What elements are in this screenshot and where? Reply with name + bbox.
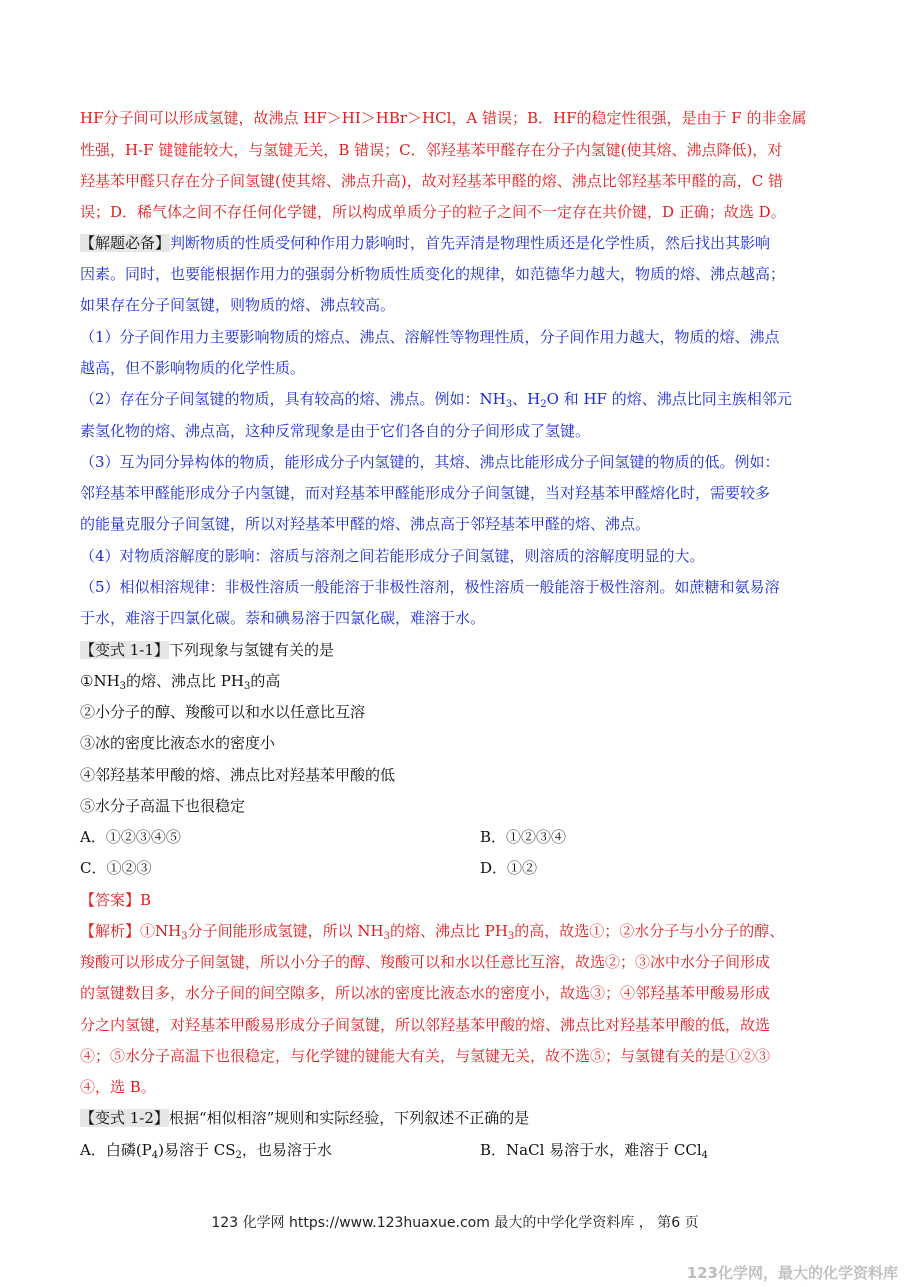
explanation-line-4: 误；D．稀气体之间不存任何化学键，所以构成单质分子的粒子之间不一定存在共价键，D 正确；故选 D。 (80, 203, 786, 221)
subscript: 3 (119, 681, 127, 692)
text: ①NH (80, 672, 120, 690)
options-row-2 (80, 857, 840, 879)
tip-point-3c: 的能量克服分子间氢键，所以对羟基苯甲醛的熔、沸点高于邻羟基苯甲醛的熔、沸点。 (80, 515, 651, 533)
statement-1 (80, 670, 280, 692)
statement-2: ②小分子的醇、羧酸可以和水以任意比互溶 (80, 703, 366, 721)
text: B．NaCl 易溶于水，难溶于 CCl (480, 1141, 702, 1159)
text: 的熔、沸点比 PH (389, 922, 508, 940)
option-b (480, 1139, 708, 1167)
subscript: 3 (383, 931, 390, 942)
text: ①NH (140, 922, 182, 940)
tip-point-2a (80, 388, 792, 410)
tip-point-5a: （5）相似相溶规律：非极性溶质一般能溶于非极性溶剂，极性溶质一般能溶于极性溶剂。如蔗糖和氨易溶 (80, 578, 780, 596)
analysis-tag: 【解析】 (80, 922, 141, 940)
tip-line-3: 如果存在分子间氢键，则物质的熔、沸点较高。 (80, 296, 396, 314)
text: ，也易溶于水 (241, 1141, 332, 1159)
tip-point-3a: （3）互为同分异构体的物质，能形成分子内氢键的，其熔、沸点比能形成分子间氢键的物质的低。例如： (80, 453, 780, 471)
text: 的高 (250, 672, 281, 690)
option-c: C．①②③ (80, 859, 152, 877)
subscript: 3 (243, 681, 251, 692)
option-b: B．①②③④ (480, 828, 567, 846)
analysis-line-2: 羧酸可以形成分子间氢键，所以小分子的醇、羧酸可以和水以任意比互溶，故选②；③冰中水分子间形成 (80, 953, 771, 971)
question-tag: 【变式 1-2】 (80, 1109, 169, 1127)
subscript: 3 (505, 399, 513, 410)
analysis-line-1 (80, 920, 784, 942)
statement-3: ③冰的密度比液态水的密度小 (80, 734, 276, 752)
text: 分子间能形成氢键，所以 NH (187, 922, 384, 940)
text: 的熔、沸点比 PH (126, 672, 244, 690)
analysis-line-3: 的氢键数目多，水分子间的间空隙多，所以冰的密度比液态水的密度小，故选③；④邻羟基苯甲酸易形成 (80, 984, 771, 1002)
text: )易溶于 CS (158, 1141, 236, 1159)
question-1-1 (80, 639, 334, 661)
subscript: 4 (701, 1150, 709, 1161)
text: 的高，故选①；②水分子与小分子的醇、 (514, 922, 785, 940)
tip-point-3b: 邻羟基苯甲醛能形成分子内氢键，而对羟基苯甲醛能形成分子间氢键，当对羟基苯甲醛熔化时，需要较多 (80, 484, 771, 502)
question-stem: 根据“相似相溶”规则和实际经验，下列叙述不正确的是 (168, 1109, 530, 1127)
tip-point-1b: 越高，但不影响物质的化学性质。 (80, 359, 306, 377)
page-footer: 123 化学网 https://www.123huaxue.com 最大的中学化学资料库 ， 第6 页 (211, 1215, 699, 1231)
explanation-line-1: HF分子间可以形成氢键，故沸点 HF＞HI＞HBr＞HCl，A 错误；B．HF的稳定性很强，是由于 F 的非金属 (80, 109, 807, 127)
question-tag: 【变式 1-1】 (80, 641, 169, 659)
watermark: 123化学网，最大的化学资料库 (686, 1264, 898, 1282)
text: 、H (512, 390, 541, 408)
tip-line-2: 因素。同时，也要能根据作用力的强弱分析物质性质变化的规律，如范德华力越大，物质的熔、沸点越高； (80, 265, 786, 283)
subscript: 2 (540, 399, 547, 410)
question-1-2 (80, 1107, 529, 1129)
option-a: A．①②③④⑤ (80, 828, 181, 846)
tip-point-5b: 于水，难溶于四氯化碳。萘和碘易溶于四氯化碳，难溶于水。 (80, 609, 486, 627)
subscript: 4 (151, 1150, 159, 1161)
text: （2）存在分子间氢键的物质，具有较高的熔、沸点。例如：NH (80, 390, 506, 408)
answer: 【答案】B (80, 891, 152, 909)
statement-4: ④邻羟基苯甲酸的熔、沸点比对羟基苯甲酸的低 (80, 766, 396, 784)
text: O 和 HF 的熔、沸点比同主族相邻元 (546, 390, 792, 408)
options-row-1 (80, 826, 840, 848)
option-a (80, 1141, 332, 1159)
text: A．白磷(P (80, 1141, 152, 1159)
question-stem: 下列现象与氢键有关的是 (168, 641, 334, 659)
tip-point-1a: （1）分子间作用力主要影响物质的熔点、沸点、溶解性等物理性质，分子间作用力越大，物质的熔、沸点 (80, 328, 780, 346)
tip-line-1 (80, 232, 770, 254)
statement-5: ⑤水分子高温下也很稳定 (80, 797, 246, 815)
tip-tag: 【解题必备】 (80, 234, 171, 252)
explanation-line-2: 性强，H-F 键键能较大，与氢键无关，B 错误；C．邻羟基苯甲醛存在分子内氢键(使其熔、沸点降低)，对 (80, 141, 783, 159)
subscript: 3 (181, 931, 188, 942)
analysis-line-4: 分之内氢键，对羟基苯甲酸易形成分子间氢键，所以邻羟基苯甲酸的熔、沸点比对羟基苯甲酸的低，故选 (80, 1016, 771, 1034)
subscript: 3 (507, 931, 515, 942)
option-d: D．①② (480, 859, 538, 877)
tip-point-2b: 素氢化物的熔、沸点高，这种反常现象是由于它们各自的分子间形成了氢键。 (80, 422, 591, 440)
analysis-line-6: ④，选 B。 (80, 1078, 156, 1096)
q2-options-row-1 (80, 1139, 840, 1161)
subscript: 2 (235, 1150, 242, 1161)
tip-point-4: （4）对物质溶解度的影响：溶质与溶剂之间若能形成分子间氢键，则溶质的溶解度明显的大。 (80, 547, 705, 565)
tip-text: 判断物质的性质受何种作用力影响时，首先弄清是物理性质还是化学性质，然后找出其影响 (170, 234, 771, 252)
explanation-line-3: 羟基苯甲醛只存在分子间氢键(使其熔、沸点升高)，故对羟基苯甲醛的熔、沸点比邻羟基苯甲醛的高，C 错 (80, 172, 783, 190)
analysis-line-5: ④；⑤水分子高温下也很稳定，与化学键的键能大有关，与氢键无关，故不选⑤；与氢键有关的是①②③ (80, 1047, 771, 1065)
